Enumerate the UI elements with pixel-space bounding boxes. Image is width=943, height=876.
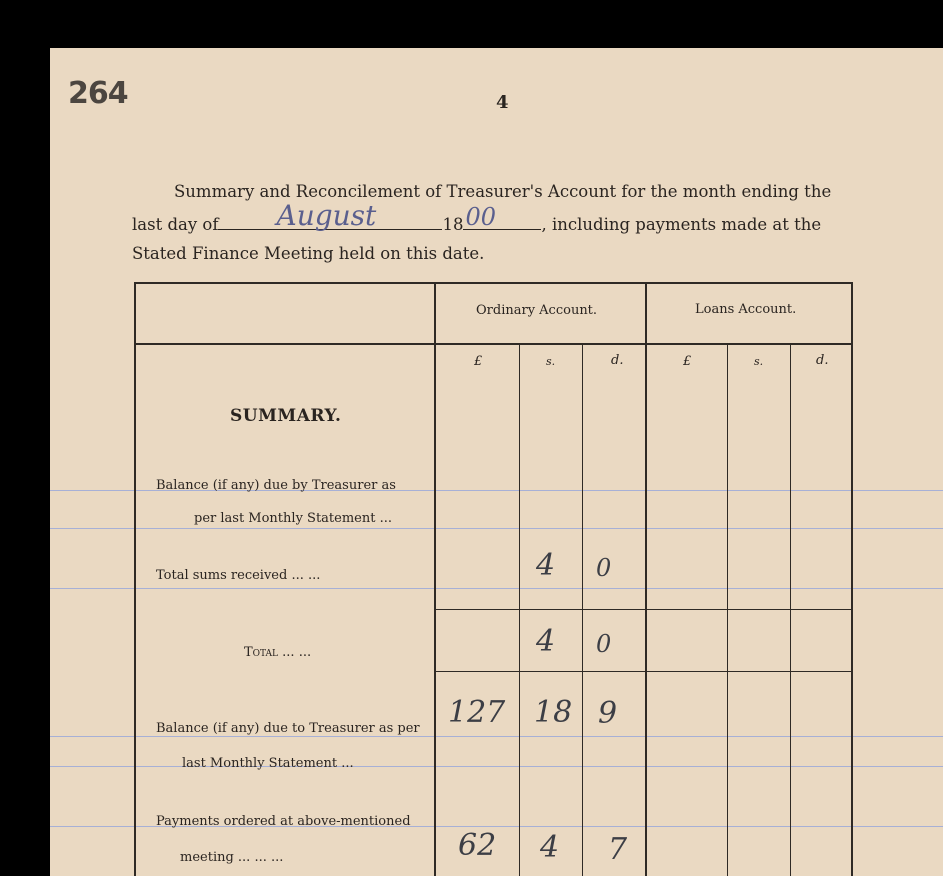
page-number: 4 — [496, 92, 509, 113]
loans-d-divider — [790, 344, 791, 876]
col-shillings-loans: s. — [754, 355, 764, 368]
col-pounds-loans: £ — [683, 354, 692, 369]
col-shillings-ordinary: s. — [546, 355, 556, 368]
ordinary-s-divider — [519, 344, 520, 876]
row-payments-line-2: meeting ... ... ... — [180, 850, 284, 865]
received-pence: 0 — [596, 554, 612, 582]
ordinary-account-header: Ordinary Account. — [476, 303, 598, 318]
table-header-rule — [134, 343, 853, 345]
label-column-divider — [434, 282, 436, 876]
heading-line-2-suffix: , including payments made at the — [541, 215, 822, 234]
year-prefix: 18 — [442, 215, 464, 234]
loans-s-divider — [727, 344, 728, 876]
payments-pence: 7 — [608, 832, 628, 867]
table-top-border — [134, 282, 853, 284]
col-pence-loans: d. — [816, 353, 829, 368]
ordinary-d-divider — [582, 344, 583, 876]
heading-line-1: Summary and Reconcilement of Treasurer's Account for the month ending the — [174, 182, 832, 201]
month-blank — [218, 199, 442, 232]
document-page — [50, 48, 943, 876]
row-total: Total ... ... — [244, 645, 312, 660]
table-right-border — [851, 282, 853, 876]
year-handwritten: 00 — [465, 203, 497, 231]
col-pounds-ordinary: £ — [474, 354, 483, 369]
heading-line-3: Stated Finance Meeting held on this date. — [132, 244, 485, 263]
balance-to-pence: 9 — [598, 696, 618, 731]
payments-shillings: 4 — [540, 830, 560, 865]
row-balance-by-line-2: per last Monthly Statement ... — [194, 511, 392, 526]
year-blank — [463, 203, 541, 231]
total-bottom-rule — [436, 671, 851, 672]
balance-to-shillings: 18 — [534, 695, 573, 730]
month-handwritten: August — [276, 199, 377, 232]
row-total-received: Total sums received ... ... — [156, 568, 321, 583]
total-top-rule — [436, 609, 851, 610]
total-pence: 0 — [596, 630, 612, 658]
folio-number: 264 — [68, 76, 128, 111]
total-shillings: 4 — [536, 624, 556, 659]
row-payments-line-1: Payments ordered at above-mentioned — [156, 814, 411, 829]
loans-account-header: Loans Account. — [695, 302, 797, 317]
summary-title: SUMMARY. — [230, 406, 342, 426]
col-pence-ordinary: d. — [611, 353, 624, 368]
table-left-border — [134, 282, 136, 876]
row-balance-to-line-2: last Monthly Statement ... — [182, 756, 354, 771]
row-balance-to-line-1: Balance (if any) due to Treasurer as per — [156, 721, 420, 736]
account-divider — [645, 282, 647, 876]
received-shillings: 4 — [536, 548, 556, 583]
row-balance-by-line-1: Balance (if any) due by Treasurer as — [156, 478, 396, 493]
heading-line-2 — [132, 199, 822, 234]
payments-pounds: 62 — [458, 828, 497, 863]
balance-to-pounds: 127 — [448, 695, 506, 730]
heading-last-day-of: last day of — [132, 215, 219, 234]
